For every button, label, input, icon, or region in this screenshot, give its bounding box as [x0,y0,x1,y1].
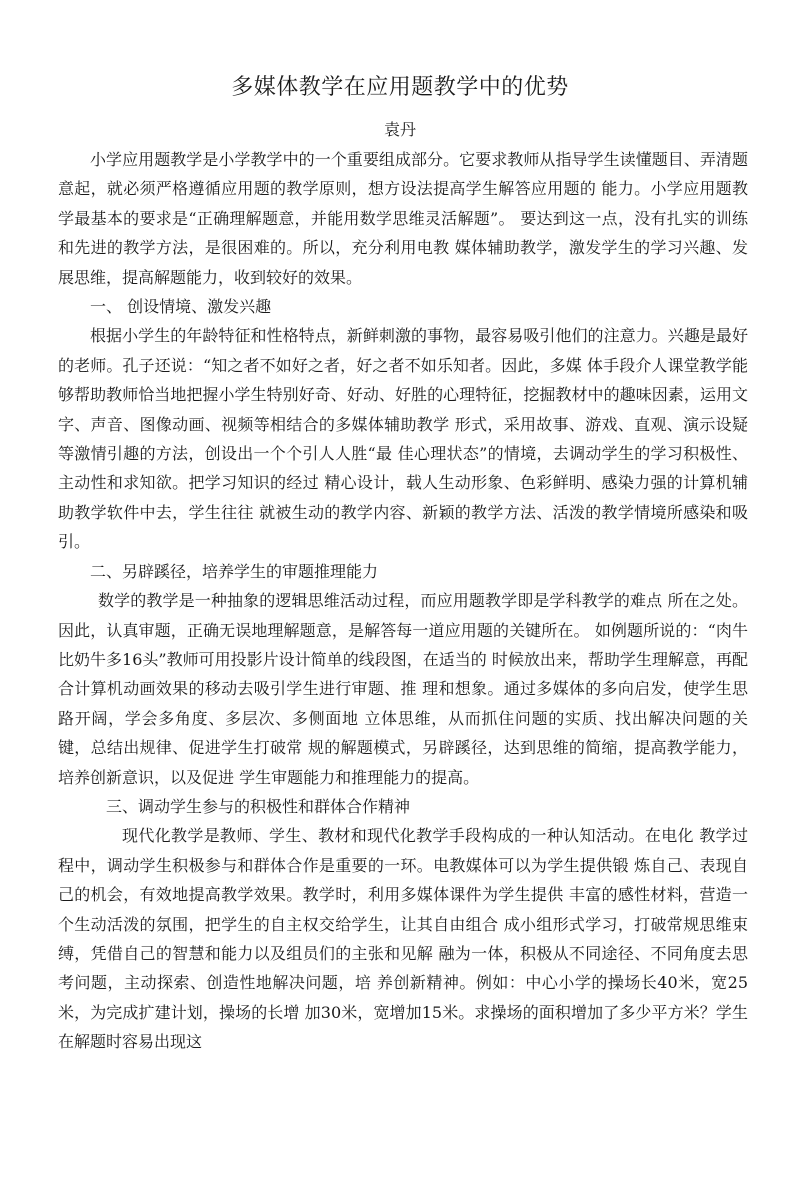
document-author: 袁丹 [383,120,416,139]
section-2-heading: 二、另辟蹊径，培养学生的审题推理能力 [90,561,379,581]
section-2-paragraph: 数学的教学是一种抽象的逻辑思维活动过程，而应用题教学即是学科教学的难点 所在之处。因此，认真审题，正确无误地理解题意，是解答每一道应用题的关键所在。 如例题所说的：“肉牛比奶牛多16头”教师可用投影片设计简单的线段图，在适当的 时候放出来，帮助学生理解意，再配合计算机动画效果的移动去吸引学生进行审题、推 理和想象。通过多媒体的多向启发，使学生思路开阔，学会多角度、多层次、多侧面地 立体思维，从而抓住问题的实质、找出解决问题的关键，总结出规律、促进学生打破常 规的解题模式，另辟蹊径，达到思维的简缩，提高教学能力，培养创新意识，以及促进 学生审题能力和推理能力的提高。 [58,591,748,787]
section-1-heading: 一、 创设情境、激发兴趣 [90,297,272,317]
section-3-heading: 三、调动学生参与的积极性和群体合作精神 [106,796,411,816]
document-title: 多媒体教学在应用题教学中的优势 [231,75,569,100]
section-1-paragraph: 根据小学生的年龄特征和性格特点，新鲜刺激的事物，最容易吸引他们的注意力。兴趣是最好的老师。孔子还说：“知之者不如好之者，好之者不如乐知者。因此，多媒 体手段介人课堂教学能够帮助教师恰当地把握小学生特别好奇、好动、好胜的心理特征，挖掘教材中的趣味因素，运用文字、声音、图像动画、视频等相结合的多媒体辅助教学 形式，采用故事、游戏、直观、演示设疑等激情引趣的方法，创设出一个个引人人胜“最 佳心理状态”的情境，去调动学生的学习积极性、主动性和求知欲。把学习知识的经过 精心设计，载人生动形象、色彩鲜明、感染力强的计算机辅助教学软件中去，学生往往 就被生动的教学内容、新颖的教学方法、活泼的教学情境所感染和吸引。 [58,326,748,552]
section-3-paragraph: 现代化教学是教师、学生、教材和现代化教学手段构成的一种认知活动。在电化 教学过程中，调动学生积极参与和群体合作是重要的一环。电教媒体可以为学生提供锻 炼自己、表现自己的机会，有效地提高教学效果。教学时，利用多媒体课件为学生提供 丰富的感性材料，营造一个生动活泼的氛围，把学生的自主权交给学生，让其自由组合 成小组形式学习，打破常规思维束缚，凭借自己的智慧和能力以及组员们的主张和见解 融为一体，积极从不同途径、不同角度去思考问题，主动探索、创造性地解决问题，培 养创新精神。例如：中心小学的操场长40米，宽25米，为完成扩建计划，操场的长增 加30米，宽增加15米。求操场的面积增加了多少平方米？学生在解题时容易出现这 [58,826,748,1052]
document-body [58,145,748,1057]
intro-paragraph: 小学应用题教学是小学教学中的一个重要组成部分。它要求教师从指导学生读懂题目、弄清题意起，就必须严格遵循应用题的教学原则，想方设法提高学生解答应用题的 能力。小学应用题教学最基本的要求是“正确理解题意，并能用数学思维灵活解题”。 要达到这一点，没有扎实的训练和先进的教学方法，是很困难的。所以，充分利用电教 媒体辅助教学，激发学生的学习兴趣、发展思维，提高解题能力，收到较好的效果。 [58,150,748,287]
